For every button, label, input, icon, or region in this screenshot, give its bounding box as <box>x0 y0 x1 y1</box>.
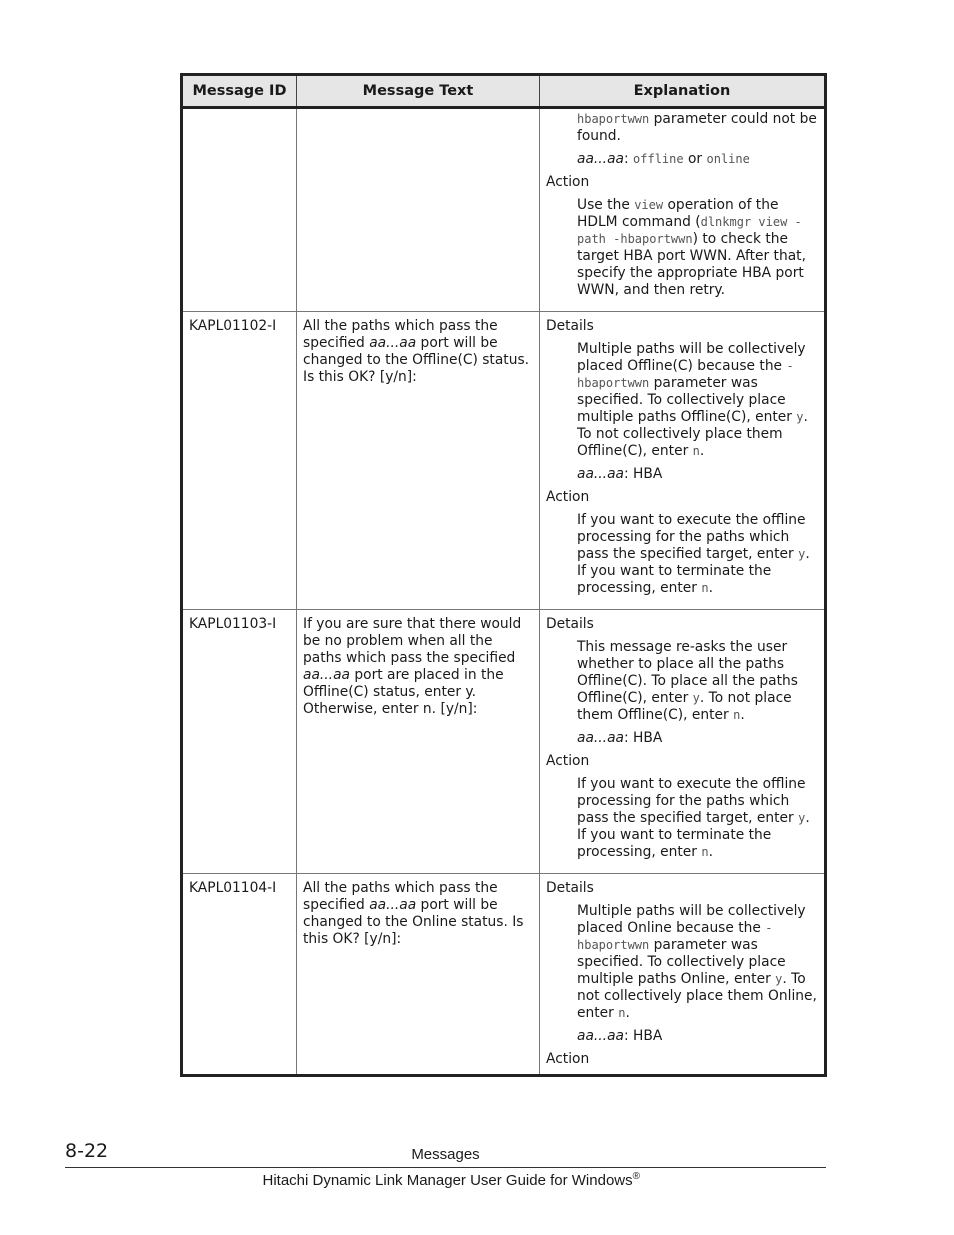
page-number: 8-22 <box>65 1140 109 1162</box>
action-heading: Action <box>546 489 590 505</box>
code-text: n <box>733 708 741 722</box>
details-paragraph: hbaportwwn parameter could not be found. <box>577 111 817 144</box>
explanation-cell <box>540 312 826 610</box>
variable-paragraph: aa...aa: offline or online <box>577 151 750 167</box>
book-title: Hitachi Dynamic Link Manager User Guide for Windows® <box>262 1171 640 1189</box>
action-heading: Action <box>546 753 590 769</box>
header-message-text: Message Text <box>297 75 540 108</box>
code-text: y <box>796 410 804 424</box>
registered-mark: ® <box>632 1171 640 1182</box>
code-text: -hbaportwwn <box>577 921 773 952</box>
table-row <box>182 610 826 874</box>
code-text: y <box>692 691 700 705</box>
code-text: offline <box>633 152 684 166</box>
code-text: -hbaportwwn <box>577 359 794 390</box>
header-message-id: Message ID <box>182 75 297 108</box>
details-paragraph: Multiple paths will be collectively placed Offline(C) because the -hbaportwwn parameter was specified. To collectively place multiple paths Offline(C), enter y. To not collectively place them Offline(C), enter n. <box>577 341 808 459</box>
message-id-cell <box>182 108 297 312</box>
table-row <box>182 874 826 1076</box>
code-text: view <box>634 198 664 212</box>
action-paragraph: If you want to execute the offline processing for the paths which pass the specified target, enter y. If you want to terminate the processing, enter n. <box>577 776 810 860</box>
details-heading: Details <box>546 318 594 334</box>
message-text-cell: All the paths which pass the specified aa...aa port will be changed to the Offline(C) status. Is this OK? [y/n]: <box>297 312 540 610</box>
code-text: n <box>692 444 700 458</box>
chapter-title: Messages <box>411 1146 480 1163</box>
table-row <box>182 312 826 610</box>
details-paragraph: Multiple paths will be collectively placed Online because the -hbaportwwn parameter was specified. To collectively place multiple paths Online, enter y. To not collectively place them Online, enter n. <box>577 903 817 1021</box>
code-text: n <box>701 845 709 859</box>
footer-divider <box>65 1167 826 1168</box>
table-row <box>182 108 826 312</box>
variable-paragraph: aa...aa: HBA <box>577 466 663 482</box>
explanation-cell <box>540 610 826 874</box>
action-paragraph: Use the view operation of the HDLM command (dlnkmgr view -path -hbaportwwn) to check the target HBA port WWN. After that, specify the appropriate HBA port WWN, and then retry. <box>577 197 806 298</box>
details-heading: Details <box>546 880 594 896</box>
code-text: y <box>775 972 783 986</box>
code-text: dlnkmgr view -path -hbaportwwn <box>577 215 802 246</box>
explanation-cell <box>540 874 826 1076</box>
details-heading: Details <box>546 616 594 632</box>
action-heading: Action <box>546 174 590 190</box>
messages-table <box>180 73 827 1077</box>
code-text: n <box>701 581 709 595</box>
variable-paragraph: aa...aa: HBA <box>577 1028 663 1044</box>
code-text: hbaportwwn <box>577 112 650 126</box>
message-id-cell: KAPL01104-I <box>182 874 297 1076</box>
variable-paragraph: aa...aa: HBA <box>577 730 663 746</box>
action-paragraph: If you want to execute the offline processing for the paths which pass the specified target, enter y. If you want to terminate the processing, enter n. <box>577 512 810 596</box>
message-text-cell: All the paths which pass the specified aa...aa port will be changed to the Online status. Is this OK? [y/n]: <box>297 874 540 1076</box>
table-header-row <box>182 75 826 108</box>
message-text-cell: If you are sure that there would be no problem when all the paths which pass the specified aa...aa port are placed in the Offline(C) status, enter y. Otherwise, enter n. [y/n]: <box>297 610 540 874</box>
action-heading: Action <box>546 1051 590 1067</box>
message-id-cell: KAPL01102-I <box>182 312 297 610</box>
code-text: n <box>618 1006 626 1020</box>
code-text: y <box>798 811 806 825</box>
message-id-cell: KAPL01103-I <box>182 610 297 874</box>
header-explanation: Explanation <box>540 75 826 108</box>
code-text: online <box>706 152 750 166</box>
code-text: y <box>798 547 806 561</box>
message-text-cell <box>297 108 540 312</box>
explanation-cell <box>540 108 826 312</box>
details-paragraph: This message re-asks the user whether to place all the paths Offline(C). To place all the paths Offline(C), enter y. To not place them Offline(C), enter n. <box>577 639 798 723</box>
